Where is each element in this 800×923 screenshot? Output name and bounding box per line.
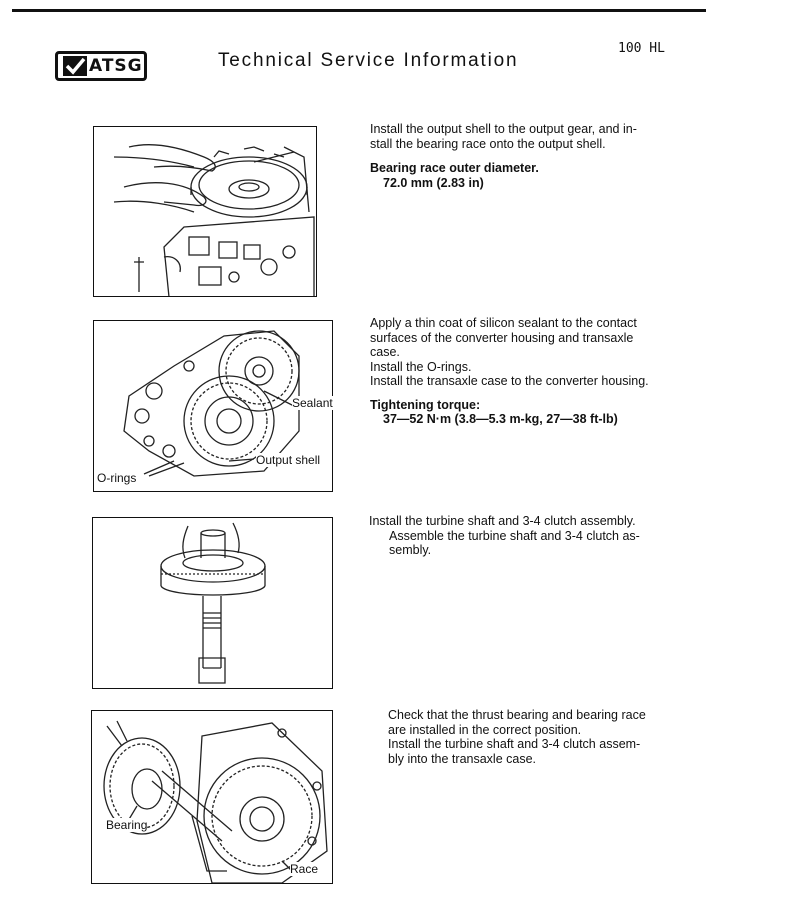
callout-o-rings: O-rings: [97, 471, 137, 485]
section-4-line: Check that the thrust bearing and bearing race: [388, 708, 646, 722]
section-3-line: Install the turbine shaft and 3-4 clutch assembly.: [369, 514, 636, 528]
section-3-line: Assemble the turbine shaft and 3-4 clutch as-: [389, 528, 640, 543]
section-1-line: Install the output shell to the output gear, and in-: [370, 122, 637, 136]
callout-race: Race: [290, 862, 319, 876]
section-3-text: [369, 514, 659, 558]
section-2-spec-label: Tightening torque:: [370, 397, 481, 412]
callout-bearing: Bearing: [106, 818, 148, 832]
figure-output-shell: [93, 126, 317, 297]
logo-text: ATSG: [89, 56, 143, 76]
thrust-bearing-illustration: [92, 711, 333, 884]
section-2-spec-value: 37—52 N·m (3.8—5.3 m-kg, 27—38 ft-lb): [383, 412, 618, 426]
callout-sealant: Sealant: [292, 396, 333, 410]
section-1-line: stall the bearing race onto the output shell.: [370, 136, 606, 151]
top-rule: [12, 9, 706, 12]
section-1-spec-value: 72.0 mm (2.83 in): [383, 175, 484, 190]
section-4-line: Install the turbine shaft and 3-4 clutch assem-: [388, 737, 641, 751]
section-4-text: [388, 708, 658, 766]
checkmark-icon: [63, 56, 87, 76]
section-1-text: [370, 122, 650, 190]
section-4-line: are installed in the correct position.: [388, 722, 582, 737]
figure-turbine-shaft: [92, 517, 333, 689]
section-2-line: Install the transaxle case to the converter housing.: [370, 374, 649, 388]
figure-thrust-bearing: [91, 710, 333, 884]
section-1-spec-label: Bearing race outer diameter.: [370, 161, 539, 175]
section-4-line: bly into the transaxle case.: [388, 751, 536, 766]
section-2-text: [370, 316, 650, 427]
section-2-line: surfaces of the converter housing and transaxle: [370, 330, 634, 345]
section-2-line: Apply a thin coat of silicon sealant to the contact: [370, 316, 637, 330]
callout-output-shell: Output shell: [256, 453, 321, 467]
section-2-line: Install the O-rings.: [370, 359, 472, 374]
section-3-line: sembly.: [389, 543, 432, 557]
page-title: Technical Service Information: [218, 50, 519, 71]
turbine-shaft-illustration: [93, 518, 333, 689]
section-2-line: case.: [370, 345, 400, 359]
page-number: 100 HL: [618, 41, 665, 56]
atsg-logo: [55, 51, 147, 81]
output-shell-illustration: [94, 127, 317, 297]
